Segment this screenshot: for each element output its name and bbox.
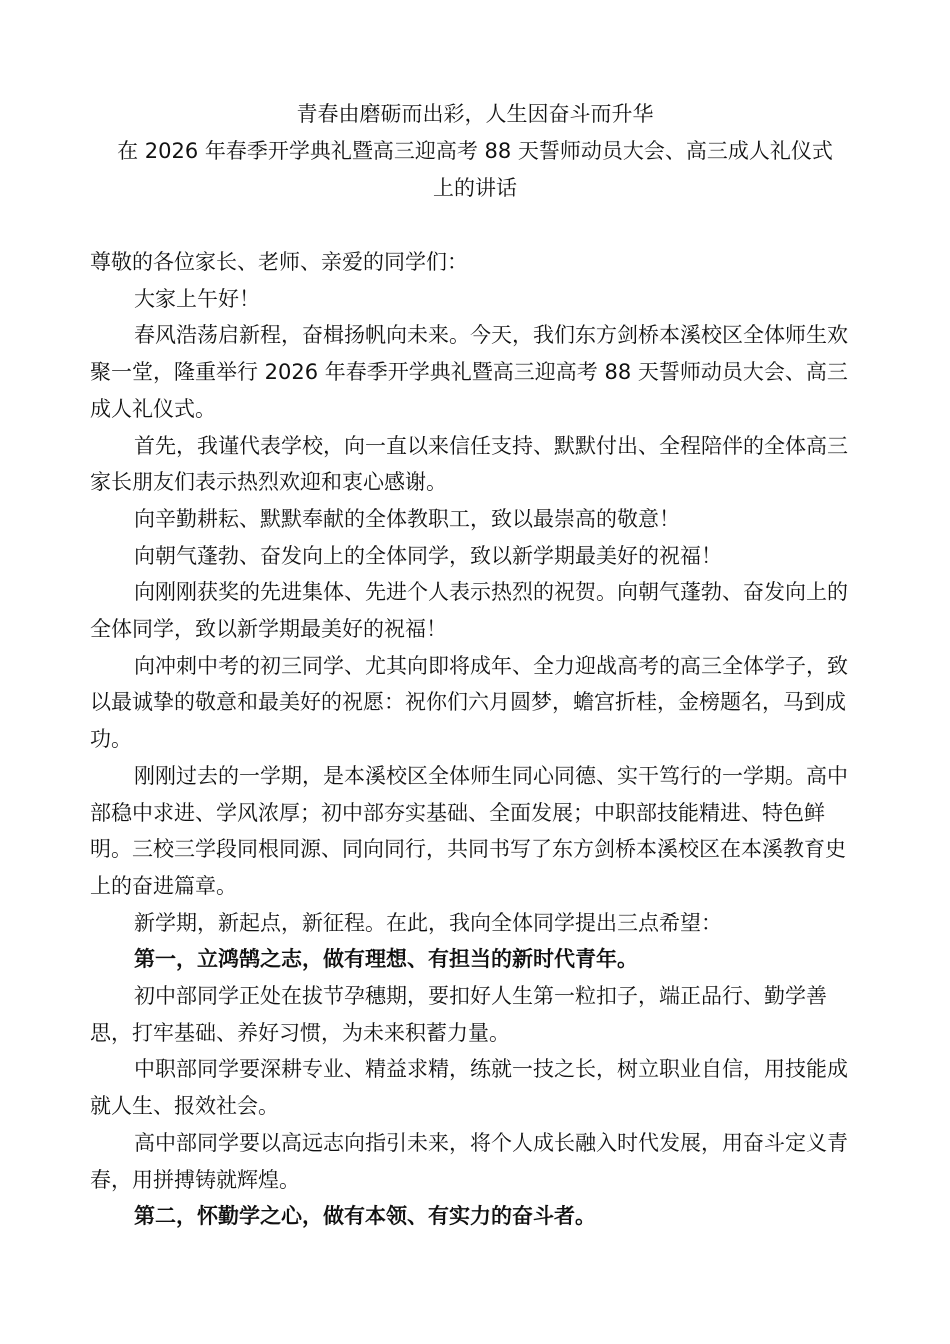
title-line-3: 上的讲话 (433, 176, 517, 200)
paragraph-junior-students: 初中部同学正处在拔节孕穗期，要扣好人生第一粒扣子，端正品行、勤学善思，打牢基础、养好习惯，为未来积蓄力量。 (90, 984, 827, 1045)
paragraph-wishes-seniors: 向冲刺中考的初三同学、尤其向即将成年、全力迎战高考的高三全体学子，致以最诚挚的敬意和最美好的祝愿：祝你们六月圆梦，蟾宫折桂，金榜题名，马到成功。 (90, 653, 848, 752)
paragraph-senior-students: 高中部同学要以高远志向指引未来，将个人成长融入时代发展，用奋斗定义青春，用拼搏铸就辉煌。 (90, 1130, 848, 1192)
paragraph-last-semester: 刚刚过去的一学期，是本溪校区全体师生同心同德、实干笃行的一学期。高中部稳中求进、学风浓厚；初中部夯实基础、全面发展；中职部技能精进、特色鲜明。三校三学段同根同源、同向同行，共同书写了东方剑桥本溪校区在本溪教育史上的奋进篇章。 (90, 763, 848, 898)
paragraph-three-hopes: 新学期，新起点，新征程。在此，我向全体同学提出三点希望： (134, 910, 722, 935)
salutation: 尊敬的各位家长、老师、亲爱的同学们： (90, 250, 468, 274)
paragraph-wishes-students: 向朝气蓬勃、奋发向上的全体同学，致以新学期最美好的祝福！ (134, 543, 722, 568)
paragraph-congrats-awards: 向刚刚获奖的先进集体、先进个人表示热烈的祝贺。向朝气蓬勃、奋发向上的全体同学，致以新学期最美好的祝福！ (90, 580, 848, 642)
speech-title (90, 96, 860, 207)
title-line-1: 青春由磨砺而出彩，人生因奋斗而升华 (296, 102, 654, 126)
paragraph-greeting: 大家上午好！ (134, 286, 260, 311)
paragraph-vocational-students: 中职部同学要深耕专业、精益求精，练就一技之长，树立职业自信，用技能成就人生、报效社会。 (90, 1057, 848, 1119)
heading-hope-one: 第一，立鸿鹄之志，做有理想、有担当的新时代青年。 (134, 947, 638, 972)
title-line-2: 在 2026 年春季开学典礼暨高三迎高考 88 天誓师动员大会、高三成人礼仪式 (117, 139, 833, 163)
paragraph-thanks-staff: 向辛勤耕耘、默默奉献的全体教职工，致以最崇高的敬意！ (134, 506, 680, 531)
paragraph-opening: 春风浩荡启新程，奋楫扬帆向未来。今天，我们东方剑桥本溪校区全体师生欢聚一堂，隆重举行 2026 年春季开学典礼暨高三迎高考 88 天誓师动员大会、高三成人礼仪式。 (90, 323, 848, 421)
paragraph-thanks-parents: 首先，我谨代表学校，向一直以来信任支持、默默付出、全程陪伴的全体高三家长朋友们表示热烈欢迎和衷心感谢。 (90, 433, 848, 495)
heading-hope-two: 第二，怀勤学之心，做有本领、有实力的奋斗者。 (134, 1204, 596, 1229)
